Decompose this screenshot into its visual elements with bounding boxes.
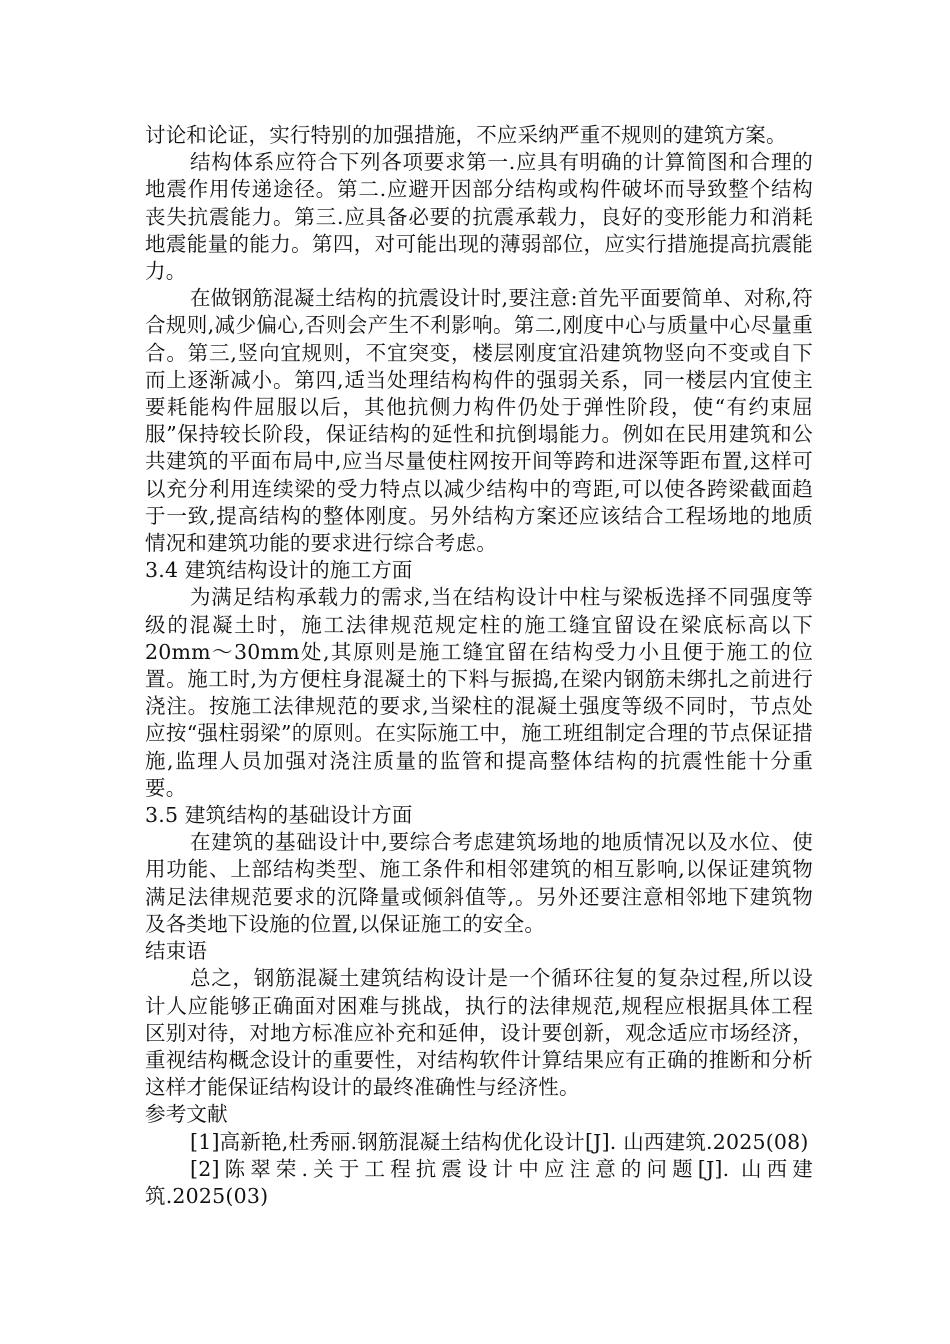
paragraph-continuation: 讨论和论证，实行特别的加强措施，不应采纳严重不规则的建筑方案。 <box>145 123 787 147</box>
paragraph-structural-system: 结构体系应符合下列各项要求第一.应具有明确的计算简图和合理的地震作用传递途径。第二.应避开因部分结构或构件破坏而导致整个结构丧失抗震能力。第三.应具备必要的抗震承载力，良好的变形能力和消耗地震能量的能力。第四，对可能出现的薄弱部位，应实行措施提高抗震能力。 <box>145 150 813 284</box>
section-heading-3-4: 3.4 建筑结构设计的施工方面 <box>145 558 413 583</box>
paragraph-construction: 为满足结构承载力的需求,当在结构设计中柱与梁板选择不同强度等级的混凝土时，施工法律规范规定柱的施工缝宜留设在梁底标高以下20mm～30mm处,其原则是施工缝宜留在结构受力小且便于施工的位置。施工时,为方便柱身混凝土的下料与振捣,在梁内钢筋未绑扎之前进行浇注。按施工法律规范的要求,当梁柱的混凝土强度等级不同时，节点处应按“强柱弱梁”的原则。在实际施工中，施工班组制定合理的节点保证措施,监理人员加强对浇注质量的监管和提高整体结构的抗震性能十分重要。 <box>145 585 813 800</box>
paragraph-foundation: 在建筑的基础设计中,要综合考虑建筑场地的地质情况以及水位、使用功能、上部结构类型、施工条件和相邻建筑的相互影响,以保证建筑物满足法律规范要求的沉降量或倾斜值等,。另外还要注意相邻地下建筑物及各类地下设施的位置,以保证施工的安全。 <box>145 830 813 936</box>
section-heading-conclusion: 结束语 <box>145 939 208 964</box>
document-body <box>145 122 813 1210</box>
reference-item-2: [2]陈翠荣.关于工程抗震设计中应注意的问题[J]. 山西建筑.2025(03) <box>145 1156 813 1208</box>
reference-item-1: [1]高新艳,杜秀丽.钢筋混凝土结构优化设计[J]. 山西建筑.2025(08) <box>190 1129 809 1154</box>
section-heading-references: 参考文献 <box>145 1102 228 1127</box>
paragraph-seismic-design: 在做钢筋混凝土结构的抗震设计时,要注意:首先平面要简单、对称,符合规则,减少偏心,否则会产生不利影响。第二,刚度中心与质量中心尽量重合。第三,竖向宜规则，不宜突变，楼层刚度宜沿建筑物竖向不变或自下而上逐渐减小。第四,适当处理结构构件的强弱关系，同一楼层内宜使主要耗能构件屈服以后，其他抗侧力构件仍处于弹性阶段，使“有约束屈服”保持较长阶段，保证结构的延性和抗倒塌能力。例如在民用建筑和公共建筑的平面布局中,应当尽量使柱网按开间等跨和进深等距布置,这样可以充分利用连续梁的受力特点以减少结构中的弯距,可以使各跨梁截面趋于一致,提高结构的整体刚度。另外结构方案还应该结合工程场地的地质情况和建筑功能的要求进行综合考虑。 <box>145 286 813 556</box>
paragraph-conclusion: 总之，钢筋混凝土建筑结构设计是一个循环往复的复杂过程,所以设计人应能够正确面对困难与挑战，执行的法律规范,规程应根据具体工程区别对待，对地方标准应补充和延伸，设计要创新，观念适应市场经济，重视结构概念设计的重要性，对结构软件计算结果应有正确的推断和分析这样才能保证结构设计的最终准确性与经济性。 <box>145 966 813 1100</box>
section-heading-3-5: 3.5 建筑结构的基础设计方面 <box>145 803 413 828</box>
